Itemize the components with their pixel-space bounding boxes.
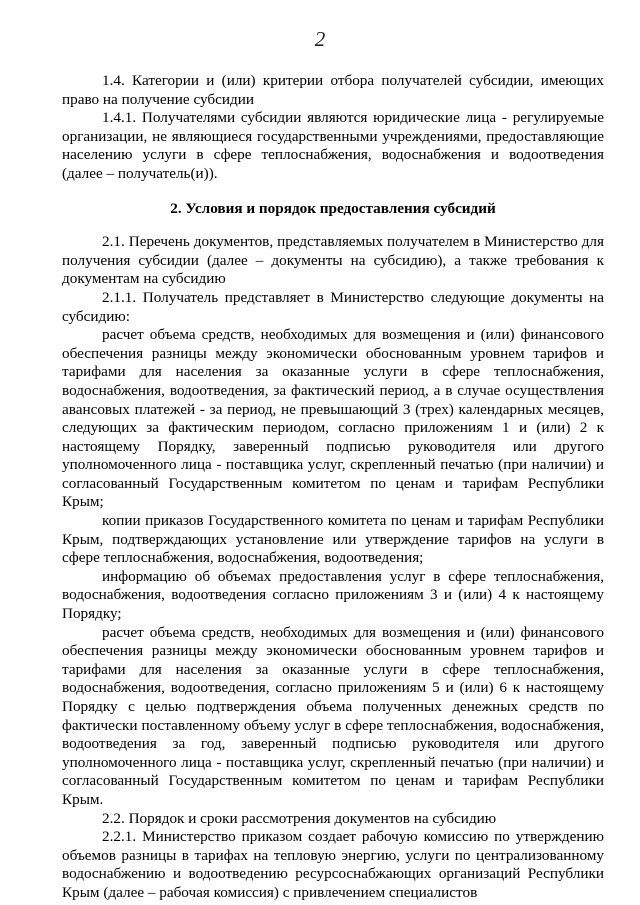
document-body	[62, 72, 604, 903]
paragraph-2-1: 2.1. Перечень документов, представляемых получателем в Министерство для получения субсидии (далее – документы на субсидию), а также требования к документам на субсидию	[62, 233, 604, 288]
paragraph-2-2-1: 2.2.1. Министерство приказом создает рабочую комиссию по утверждению объемов разницы в тарифах на тепловую энергию, услуги по централизованному водоснабжению и водоотведению ресурсоснабжающих организаций Республики Крым (далее – рабочая комиссия) с привлечением специалистов	[62, 828, 604, 901]
page-number: 2	[314, 27, 326, 51]
paragraph-calculation-2: расчет объема средств, необходимых для возмещения и (или) финансового обеспечения разницы между экономически обоснованным уровнем тарифов и тарифами для населения за оказанные услуги в сфере теплоснабжения, водоснабжения, водоотведения, согласно приложениям 5 и (или) 6 к настоящему Порядку с целью подтверждения объема полученных денежных средств по фактически поставленному объему услуг в сфере теплоснабжения, водоснабжения, водоотведения за год, заверенный подписью руководителя или другого уполномоченного лица - поставщика услуг, скрепленный печатью (при наличии) и согласованный Государственным комитетом по ценам и тарифам Республики Крым.	[62, 623, 604, 808]
paragraph-calculation-1: расчет объема средств, необходимых для возмещения и (или) финансового обеспечения разницы между экономически обоснованным уровнем тарифов и тарифами для населения за оказанные услуги в сфере теплоснабжения, водоснабжения, водоотведения, за фактический период, а в случае осуществления авансовых платежей - за период, не превышающий 3 (трех) календарных месяцев, следующих за фактическим периодом, согласно приложениям 1 и (или) 2 к настоящему Порядку, заверенный подписью руководителя или другого уполномоченного лица - поставщика услуг, скрепленный печатью (при наличии) и согласованный Государственным комитетом по ценам и тарифам Республики Крым;	[62, 326, 604, 511]
paragraph-2-1-1: 2.1.1. Получатель представляет в Министерство следующие документы на субсидию:	[62, 288, 604, 325]
paragraph-2-2: 2.2. Порядок и сроки рассмотрения документов на субсидию	[102, 809, 497, 827]
paragraph-1-4: 1.4. Категории и (или) критерии отбора получателей субсидии, имеющих право на получение субсидии	[62, 72, 604, 108]
paragraph-copies-orders: копии приказов Государственного комитета по ценам и тарифам Республики Крым, подтверждающих установление или утверждение тарифов на услуги в сфере теплоснабжения, водоснабжения, водоотведения;	[62, 512, 604, 567]
paragraph-volume-info: информацию об объемах предоставления услуг в сфере теплоснабжения, водоснабжения, водоотведения согласно приложениям 3 и (или) 4 к настоящему Порядку;	[62, 567, 604, 623]
section-heading-2: 2. Условия и порядок предоставления субсидий	[170, 199, 496, 217]
paragraph-1-4-1: 1.4.1. Получателями субсидии являются юридические лица - регулируемые организации, не являющиеся государственными учреждениями, предоставляющие населению услуги в сфере теплоснабжения, водоснабжения и водоотведения (далее – получатель(и)).	[62, 109, 604, 182]
